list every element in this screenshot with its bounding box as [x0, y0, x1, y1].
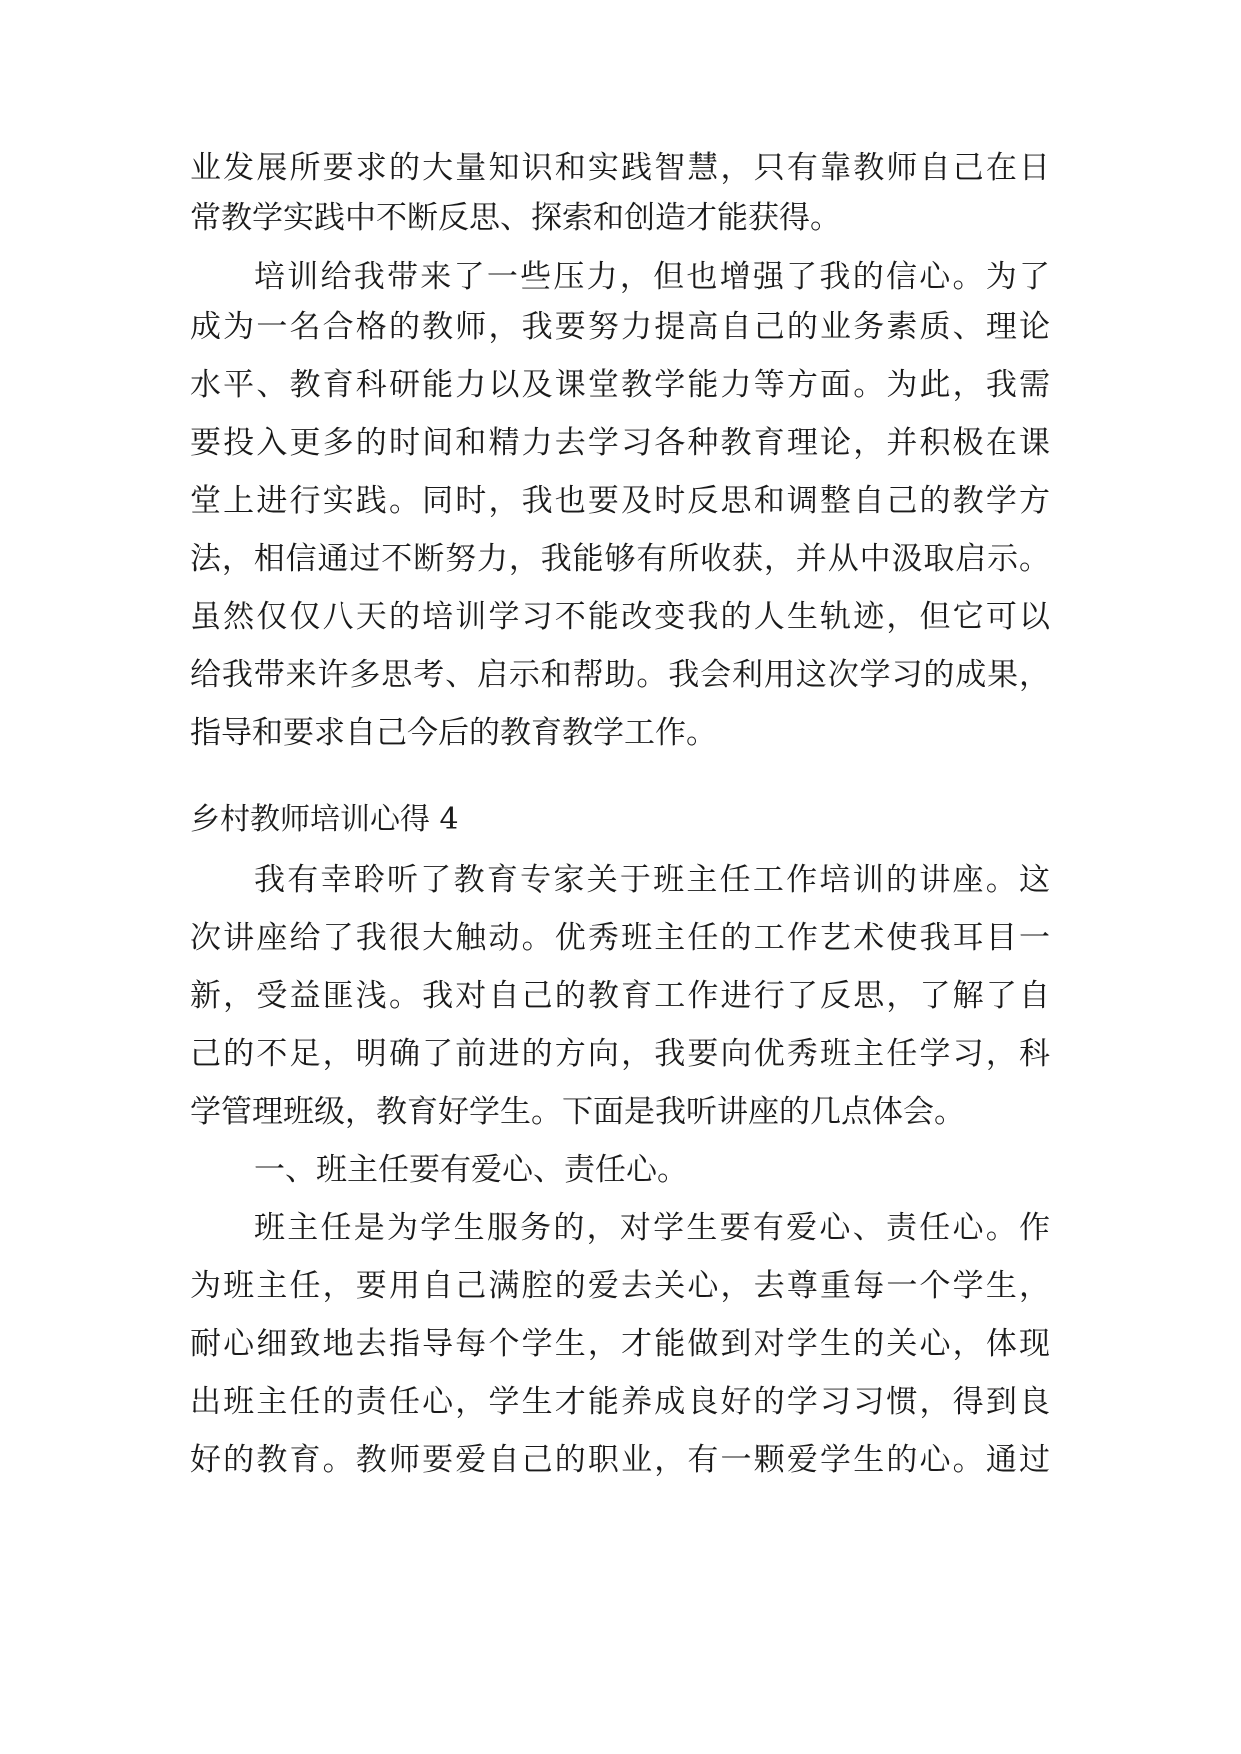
point-heading: 一、班主任要有爱心、责任心。: [254, 1152, 688, 1188]
text-line: 水平、教育科研能力以及课堂教学能力等方面。为此，我需: [190, 367, 1050, 403]
text-line: 给我带来许多思考、启示和帮助。我会利用这次学习的成果，: [190, 657, 1050, 693]
text-line: 要投入更多的时间和精力去学习各种教育理论，并积极在课: [190, 425, 1050, 461]
text-line: 为班主任，要用自己满腔的爱去关心，去尊重每一个学生，: [190, 1268, 1050, 1304]
text-line: 己的不足，明确了前进的方向，我要向优秀班主任学习，科: [190, 1036, 1050, 1072]
text-line: 成为一名合格的教师，我要努力提高自己的业务素质、理论: [190, 309, 1050, 345]
text-line: 法，相信通过不断努力，我能够有所收获，并从中汲取启示。: [190, 541, 1050, 577]
text-line: 堂上进行实践。同时，我也要及时反思和调整自己的教学方: [190, 483, 1050, 519]
text-line: 虽然仅仅八天的培训学习不能改变我的人生轨迹，但它可以: [190, 599, 1050, 635]
text-line: 好的教育。教师要爱自己的职业，有一颗爱学生的心。通过: [190, 1442, 1050, 1478]
section-heading: 乡村教师培训心得 4: [190, 802, 459, 837]
text-line: 班主任是为学生服务的，对学生要有爱心、责任心。作: [254, 1210, 1050, 1246]
text-line: 出班主任的责任心，学生才能养成良好的学习习惯，得到良: [190, 1384, 1050, 1420]
text-line: 我有幸聆听了教育专家关于班主任工作培训的讲座。这: [254, 862, 1050, 898]
text-line: 新，受益匪浅。我对自己的教育工作进行了反思，了解了自: [190, 978, 1050, 1014]
text-line: 指导和要求自己今后的教育教学工作。: [190, 715, 717, 751]
text-line: 培训给我带来了一些压力，但也增强了我的信心。为了: [254, 259, 1050, 295]
text-line: 次讲座给了我很大触动。优秀班主任的工作艺术使我耳目一: [190, 920, 1050, 956]
text-line: 耐心细致地去指导每个学生，才能做到对学生的关心，体现: [190, 1326, 1050, 1362]
text-line: 业发展所要求的大量知识和实践智慧，只有靠教师自己在日: [190, 150, 1050, 186]
text-line: 常教学实践中不断反思、探索和创造才能获得。: [190, 200, 841, 236]
text-line: 学管理班级，教育好学生。下面是我听讲座的几点体会。: [190, 1094, 965, 1130]
